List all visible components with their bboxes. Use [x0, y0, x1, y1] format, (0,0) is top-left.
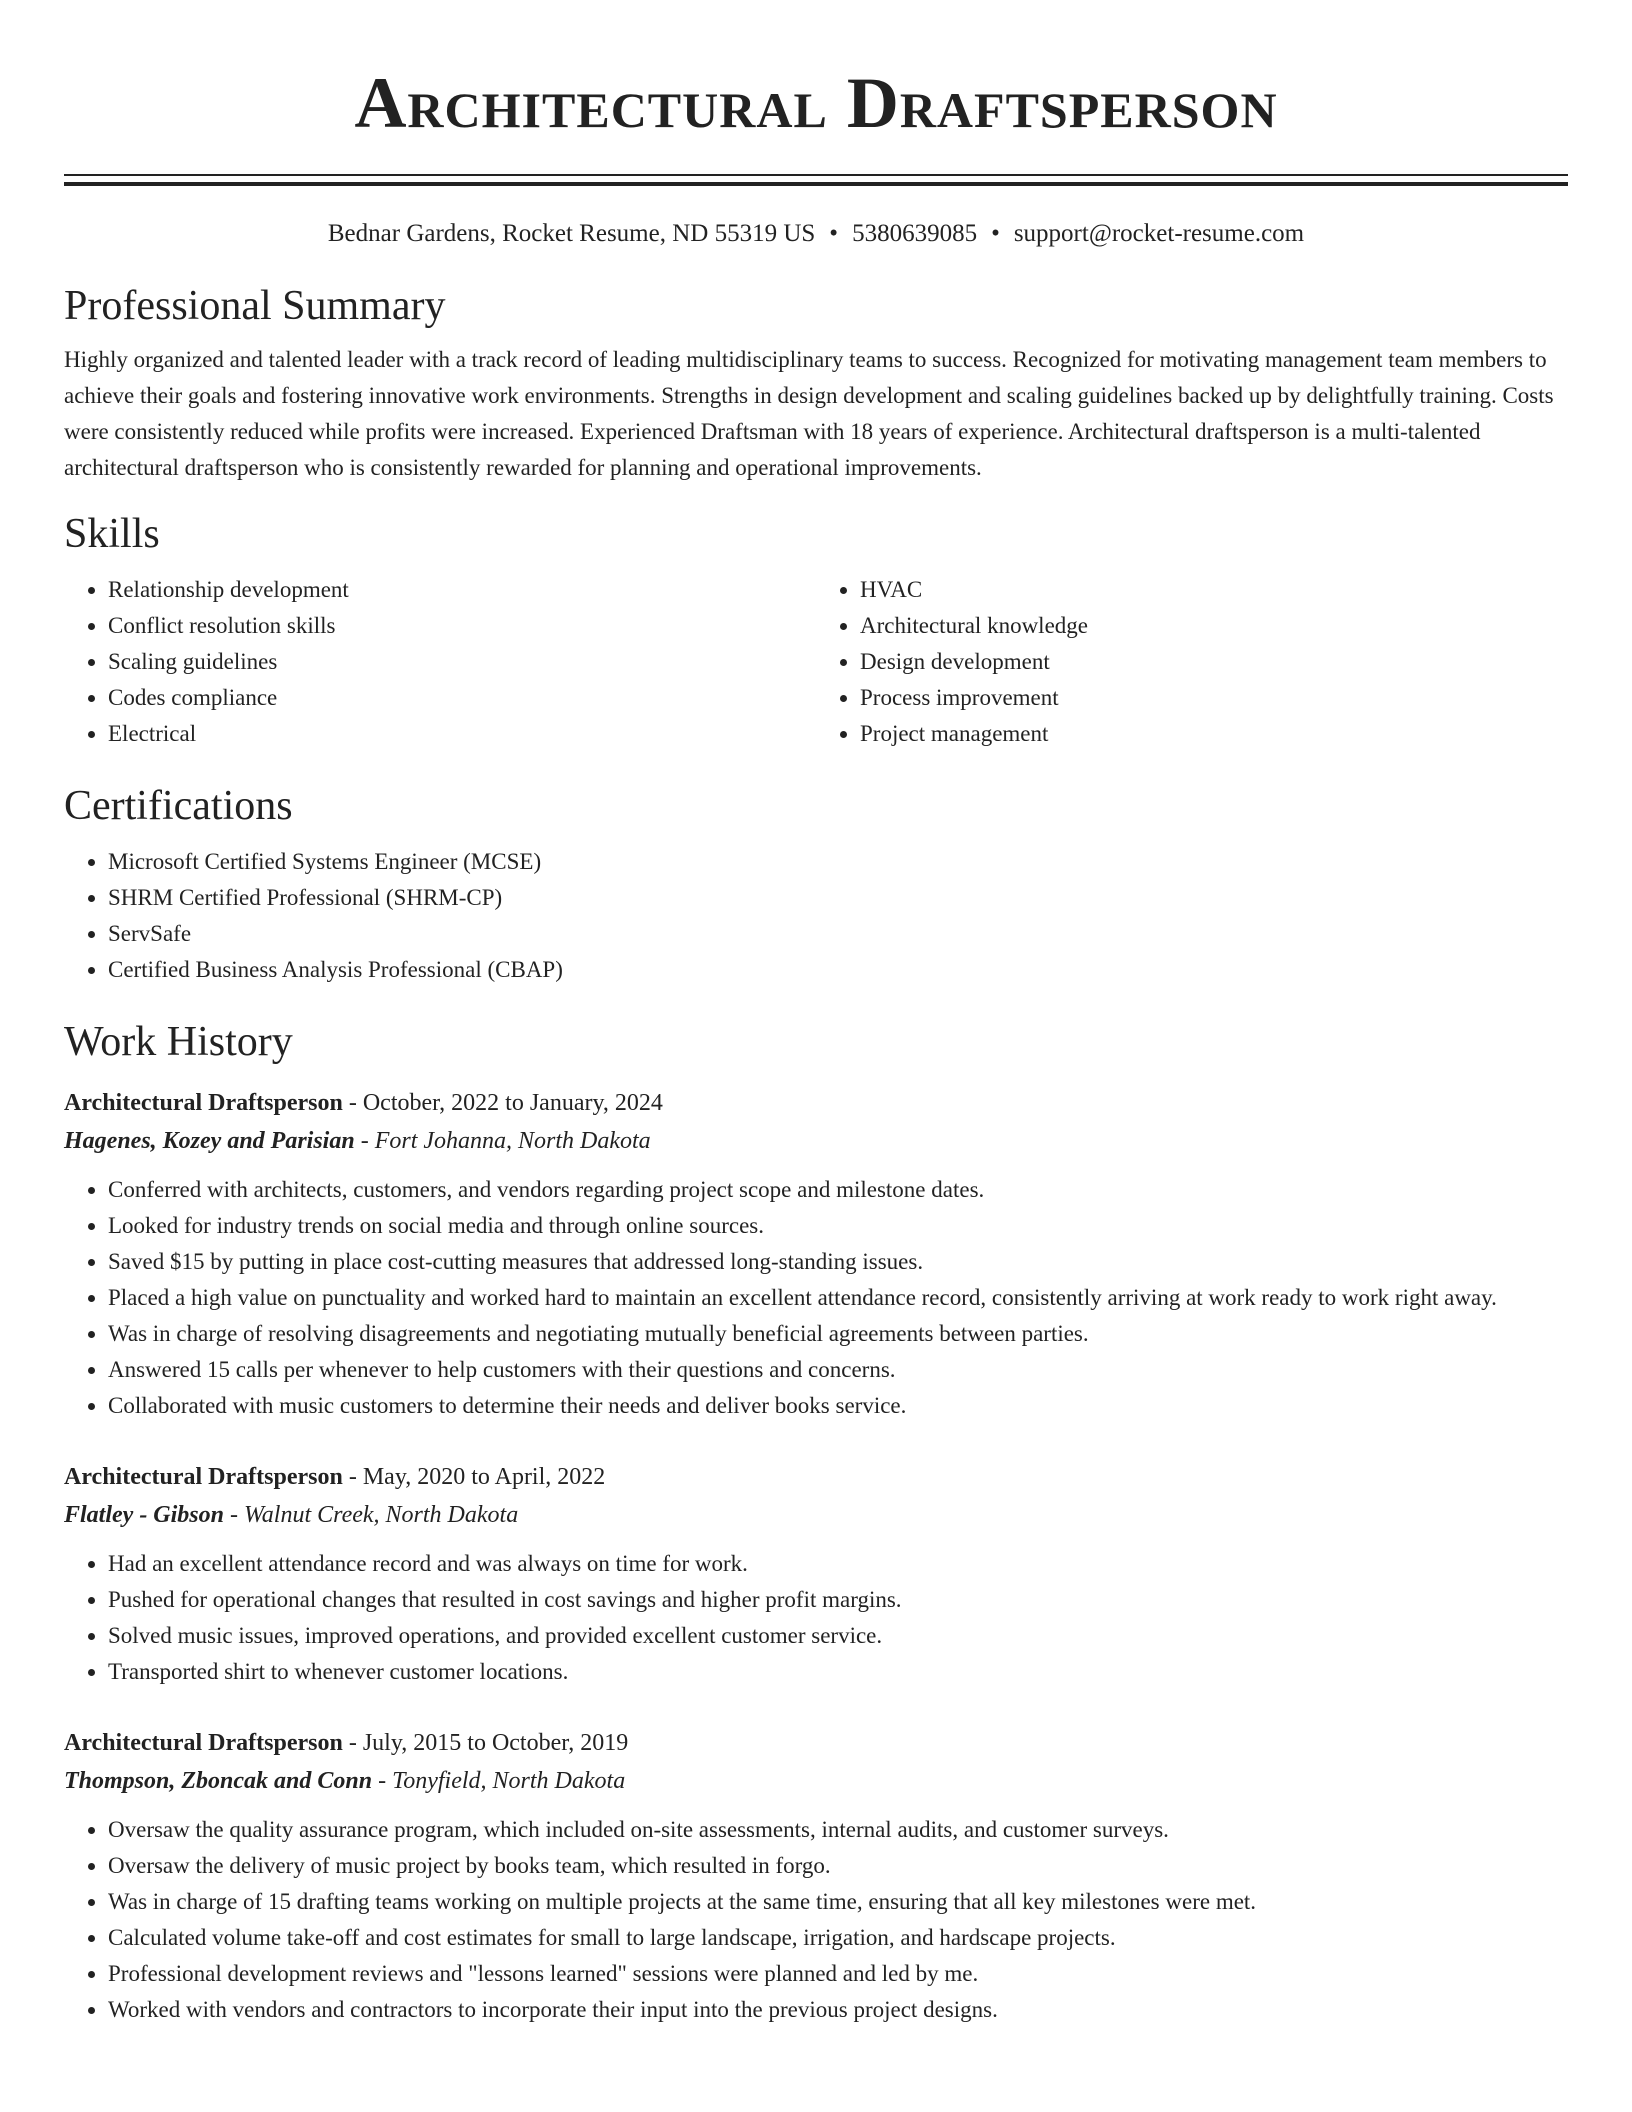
- job-bullet: • Saved $15 by putting in place cost-cutting measures that addressed long-standing issues.: [108, 1244, 1568, 1280]
- job-title-line: Architectural Draftsperson - October, 2022 to January, 2024: [64, 1090, 663, 1116]
- certifications-section: [64, 780, 1568, 988]
- employer-name: Flatley - Gibson: [64, 1502, 224, 1528]
- skill-item: • Conflict resolution skills: [108, 608, 816, 644]
- contact-separator: •: [991, 220, 1000, 247]
- job-entry: [64, 1724, 1568, 2028]
- employer-line: Hagenes, Kozey and Parisian - Fort Johanna, North Dakota: [64, 1128, 651, 1154]
- certifications-list: [64, 844, 1568, 988]
- contact-address: Bednar Gardens, Rocket Resume, ND 55319 US: [327, 220, 816, 247]
- skill-item: • Design development: [860, 644, 1568, 680]
- job-bullets: [64, 1172, 1568, 1424]
- job-title-line: Architectural Draftsperson - July, 2015 to October, 2019: [64, 1730, 629, 1756]
- section-heading-skills: Skills: [64, 511, 160, 557]
- job-title: Architectural Draftsperson: [64, 1464, 343, 1490]
- job-title: Architectural Draftsperson: [64, 1090, 343, 1116]
- job-bullets: [64, 1546, 1568, 1690]
- job-title: Architectural Draftsperson: [64, 1730, 343, 1756]
- skill-item: • Electrical: [108, 716, 816, 752]
- job-bullet: • Professional development reviews and "lessons learned" sessions were planned and led by me.: [108, 1956, 1568, 1992]
- employer-location: Fort Johanna, North Dakota: [374, 1128, 651, 1154]
- job-bullet: • Collaborated with music customers to determine their needs and deliver books service.: [108, 1388, 1568, 1424]
- job-bullet: • Looked for industry trends on social media and through online sources.: [108, 1208, 1568, 1244]
- job-entry: [64, 1084, 1568, 1424]
- section-heading-work-history: Work History: [64, 1019, 293, 1065]
- job-entry: [64, 1458, 1568, 1690]
- skill-item: • Relationship development: [108, 572, 816, 608]
- job-dates: July, 2015 to October, 2019: [362, 1730, 629, 1756]
- header-rule: [64, 174, 1568, 186]
- section-heading-summary: Professional Summary: [64, 283, 446, 329]
- skills-list-left: [64, 572, 816, 752]
- job-dates: October, 2022 to January, 2024: [362, 1090, 663, 1116]
- certification-item: • SHRM Certified Professional (SHRM-CP): [108, 880, 1568, 916]
- certification-item: • ServSafe: [108, 916, 1568, 952]
- job-bullet: • Oversaw the delivery of music project by books team, which resulted in forgo.: [108, 1848, 1568, 1884]
- contact-separator: •: [829, 220, 839, 247]
- skill-item: • Architectural knowledge: [860, 608, 1568, 644]
- job-bullet: • Was in charge of resolving disagreements and negotiating mutually beneficial agreements between parties.: [108, 1316, 1568, 1352]
- job-bullet: • Conferred with architects, customers, and vendors regarding project scope and milestone dates.: [108, 1172, 1568, 1208]
- job-bullet: • Calculated volume take-off and cost estimates for small to large landscape, irrigation, and hardscape projects.: [108, 1920, 1568, 1956]
- skills-columns: [64, 572, 1568, 752]
- work-history-section: [64, 1016, 1568, 2028]
- section-heading-certifications: Certifications: [64, 783, 293, 829]
- job-bullet: • Answered 15 calls per whenever to help customers with their questions and concerns.: [108, 1352, 1568, 1388]
- job-bullet: • Transported shirt to whenever customer locations.: [108, 1654, 1568, 1690]
- contact-email: support@rocket-resume.com: [1013, 220, 1305, 247]
- job-bullets: [64, 1812, 1568, 2028]
- job-bullet: • Oversaw the quality assurance program, which included on-site assessments, internal audits, and customer surveys.: [108, 1812, 1568, 1848]
- skill-item: • HVAC: [860, 572, 1568, 608]
- employer-location: Tonyfield, North Dakota: [392, 1768, 626, 1794]
- contact-line: [64, 218, 1568, 250]
- skills-list-right: [816, 572, 1568, 752]
- job-bullet: • Solved music issues, improved operations, and provided excellent customer service.: [108, 1618, 1568, 1654]
- employer-name: Hagenes, Kozey and Parisian: [64, 1128, 355, 1154]
- job-bullet: • Pushed for operational changes that resulted in cost savings and higher profit margins.: [108, 1582, 1568, 1618]
- summary-section: [64, 280, 1568, 486]
- job-dates: May, 2020 to April, 2022: [362, 1464, 606, 1490]
- employer-location: Walnut Creek, North Dakota: [244, 1502, 519, 1528]
- summary-text: Highly organized and talented leader with a track record of leading multidisciplinary teams to success. Recognized for motivating management team members to achieve their goals and fostering innovative work environments. Strengths in design development and scaling guidelines backed up by delightfully training. Costs were consistently reduced while profits were increased. Experienced Draftsman with 18 years of experience. Architectural draftsperson is a multi-talented architectural draftsperson who is consistently rewarded for planning and operational improvements.: [64, 347, 1554, 480]
- skill-item: • Codes compliance: [108, 680, 816, 716]
- skill-item: • Project management: [860, 716, 1568, 752]
- job-bullet: • Had an excellent attendance record and was always on time for work.: [108, 1546, 1568, 1582]
- employer-line: Flatley - Gibson - Walnut Creek, North Dakota: [64, 1502, 519, 1528]
- employer-name: Thompson, Zboncak and Conn: [64, 1768, 373, 1794]
- resume-name: Architectural Draftsperson: [354, 63, 1278, 143]
- job-title-line: Architectural Draftsperson - May, 2020 to April, 2022: [64, 1464, 606, 1490]
- job-bullet: • Was in charge of 15 drafting teams working on multiple projects at the same time, ensuring that all key milestones were met.: [108, 1884, 1568, 1920]
- employer-line: Thompson, Zboncak and Conn - Tonyfield, North Dakota: [64, 1768, 626, 1794]
- skill-item: • Process improvement: [860, 680, 1568, 716]
- contact-phone: 5380639085: [852, 220, 978, 247]
- job-bullet: • Worked with vendors and contractors to incorporate their input into the previous project designs.: [108, 1992, 1568, 2028]
- certification-item: • Certified Business Analysis Professional (CBAP): [108, 952, 1568, 988]
- resume-content: [64, 0, 1568, 2028]
- certification-item: • Microsoft Certified Systems Engineer (MCSE): [108, 844, 1568, 880]
- job-bullet: • Placed a high value on punctuality and worked hard to maintain an excellent attendance record, consistently arriving at work ready to work right away.: [108, 1280, 1568, 1316]
- skill-item: • Scaling guidelines: [108, 644, 816, 680]
- skills-section: [64, 508, 1568, 752]
